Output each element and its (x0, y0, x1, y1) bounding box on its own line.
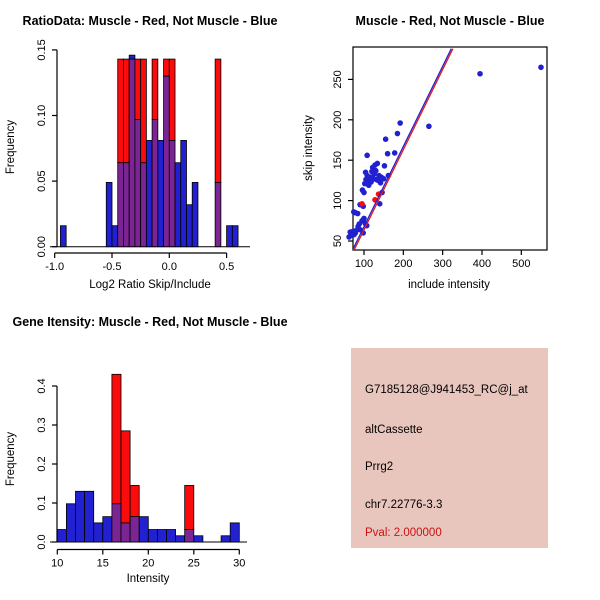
gene_hist-x-tick-label: 20 (142, 557, 155, 570)
gene_hist-bar-blue (139, 517, 148, 542)
scatter-point-blue (395, 131, 401, 137)
ratio_hist-bar-red (141, 59, 147, 163)
ratio_hist-x-tick-label: -0.5 (102, 261, 122, 273)
ratio_hist-x-tick-label: -1.0 (45, 261, 65, 273)
scatter-point-blue (383, 136, 389, 142)
gene_hist-bar-blue (148, 530, 157, 542)
scatter-point-blue (477, 71, 483, 77)
scatter-point-blue (392, 150, 398, 156)
gene_hist-bar-red (121, 431, 130, 523)
scatter-x-tick-label: 300 (433, 258, 452, 270)
ratio_hist-bar-overlap (152, 119, 158, 246)
gene_hist-bar-red (130, 485, 139, 516)
ratio_hist-bar-overlap (129, 59, 135, 247)
gene_hist-bar-blue (66, 504, 75, 542)
scatter-fit-line-blue (352, 49, 451, 251)
gene_hist-bar-blue (94, 523, 103, 542)
gene_hist-bar-blue (103, 517, 112, 542)
scatter-point-blue (360, 187, 366, 193)
scatter-point-blue (381, 176, 387, 182)
ratio_hist-bar-blue (112, 226, 118, 247)
gene_hist-y-tick-label: 0.1 (36, 495, 48, 511)
ratio_hist-bar-blue (106, 182, 112, 246)
gene_hist-y-tick-label: 0.0 (36, 534, 48, 550)
gene_hist-bar-blue (194, 536, 203, 542)
scatter-point-blue (364, 153, 370, 159)
gene_hist-bar-blue (221, 536, 230, 542)
ratio-hist-ylabel: Frequency (5, 119, 17, 175)
splice-event-type-text: altCassette (365, 424, 423, 436)
scatter-point-blue (375, 161, 381, 167)
ratio_hist-bar-blue (60, 226, 66, 247)
gene_hist-x-tick-label: 10 (51, 557, 64, 570)
scatter-point-blue (361, 216, 367, 222)
ratio_hist-x-tick-label: 0.5 (218, 261, 235, 273)
ratio_hist-y-tick-label: 0.15 (36, 39, 48, 61)
gene_hist-bar-blue (167, 530, 176, 542)
scatter-x-tick-label: 400 (472, 258, 492, 270)
gene_hist-bar-red (112, 374, 121, 503)
gene_hist-bar-blue (176, 536, 185, 542)
gene_hist-y-tick-label: 0.2 (36, 456, 48, 472)
gene_hist-bar-blue (230, 523, 239, 542)
ratio_hist-bar-red (135, 59, 141, 119)
ratio_hist-bar-red (215, 59, 221, 182)
scatter-point-blue (351, 209, 357, 215)
scatter-x-tick-label: 500 (512, 258, 531, 270)
ratio_hist-bar-blue (227, 226, 233, 247)
scatter-point-red (359, 201, 365, 207)
scatter-xlabel: include intensity (408, 279, 490, 291)
probeset-id-text: G7185128@J941453_RC@j_at (365, 384, 528, 396)
scatter-x-tick-label: 200 (394, 258, 413, 270)
gene_hist-x-tick-label: 25 (187, 557, 200, 570)
scatter-point-blue (538, 64, 544, 70)
gene-hist-xlabel: Intensity (126, 573, 170, 585)
ratio_hist-bar-overlap (118, 163, 124, 247)
ratio_hist-x-tick-label: 0.0 (161, 261, 177, 273)
scatter-y-tick-label: 250 (332, 70, 344, 89)
gene_hist-bar-overlap (130, 517, 139, 542)
ratio_hist-bar-blue (175, 163, 181, 247)
gene_hist-bar-overlap (121, 523, 130, 542)
scatter-plot-box (353, 47, 547, 250)
gene_hist-bar-blue (157, 530, 166, 542)
gene_hist-bar-overlap (112, 504, 121, 542)
scatter-y-tick-label: 200 (332, 110, 344, 129)
ratio_hist-bar-red (118, 59, 124, 163)
scatter-point-blue (385, 151, 391, 157)
gene_hist-panel (36, 374, 247, 569)
scatter-fit-line-red (354, 49, 453, 251)
ratio_hist-y-tick-label: 0.10 (36, 104, 48, 127)
ratio_hist-y-tick-label: 0.00 (36, 235, 48, 258)
ratio_hist-bar-red (164, 59, 170, 76)
ratio_hist-bar-blue (129, 55, 135, 59)
scatter-panel (332, 47, 547, 270)
ratio_hist-bar-overlap (164, 76, 170, 247)
scatter-point-blue (397, 120, 403, 126)
gene-hist-ylabel: Frequency (5, 431, 17, 487)
scatter-y-tick-label: 100 (332, 191, 344, 210)
ratio_hist-bar-overlap (141, 163, 147, 247)
scatter-y-tick-label: 50 (332, 234, 344, 248)
gene_hist-x-tick-label: 15 (96, 557, 109, 570)
scatter-ylabel: skip intensity (303, 115, 315, 181)
ratio-hist-xlabel: Log2 Ratio Skip/Include (89, 279, 211, 291)
scatter-point-blue (363, 170, 369, 176)
scatter-point-blue (426, 123, 432, 129)
gene-hist-title: Gene Itensity: Muscle - Red, Not Muscle - Blue (12, 315, 288, 329)
gene_hist-bar-blue (76, 491, 85, 542)
ratio_hist-bar-red (123, 59, 129, 163)
scatter-title: Muscle - Red, Not Muscle - Blue (355, 14, 545, 28)
ratio_hist-bar-red (169, 59, 175, 140)
ratio_hist-bar-blue (192, 182, 198, 246)
ratio_hist-bar-blue (146, 140, 152, 246)
scatter-x-tick-label: 100 (354, 258, 374, 270)
ratio_hist-bar-blue (181, 140, 187, 246)
gene-symbol-text: Prrg2 (365, 461, 394, 473)
scatter-point-blue (373, 168, 379, 174)
ratio_hist-bar-red (152, 59, 158, 119)
ratio_hist-bar-blue (186, 205, 192, 247)
gene_hist-bar-blue (85, 491, 94, 542)
gene_hist-bar-blue (57, 530, 66, 542)
gene_hist-bar-red (185, 485, 194, 529)
scatter-point-blue (382, 163, 388, 169)
gene_hist-y-tick-label: 0.4 (36, 378, 48, 394)
ratio_hist-bar-overlap (135, 119, 141, 246)
ratio-hist-title: RatioData: Muscle - Red, Not Muscle - Blue (22, 14, 278, 28)
ratio_hist-panel (36, 39, 250, 273)
scatter-y-tick-label: 150 (332, 151, 344, 170)
ratio_hist-bar-overlap (169, 140, 175, 246)
pval-text: Pval: 2.000000 (365, 527, 442, 539)
ratio_hist-y-tick-label: 0.05 (36, 170, 48, 192)
ratio_hist-bar-overlap (123, 163, 129, 247)
gene_hist-bar-overlap (185, 530, 194, 542)
gene-info-box (351, 348, 548, 548)
ratio_hist-bar-overlap (215, 182, 221, 246)
gene_hist-x-tick-label: 30 (233, 557, 246, 570)
ratio_hist-bar-blue (232, 226, 238, 247)
gene_hist-y-tick-label: 0.3 (36, 417, 48, 433)
ratio_hist-bar-blue (158, 140, 164, 246)
chromosome-location-text: chr7.22776-3.3 (365, 499, 443, 511)
